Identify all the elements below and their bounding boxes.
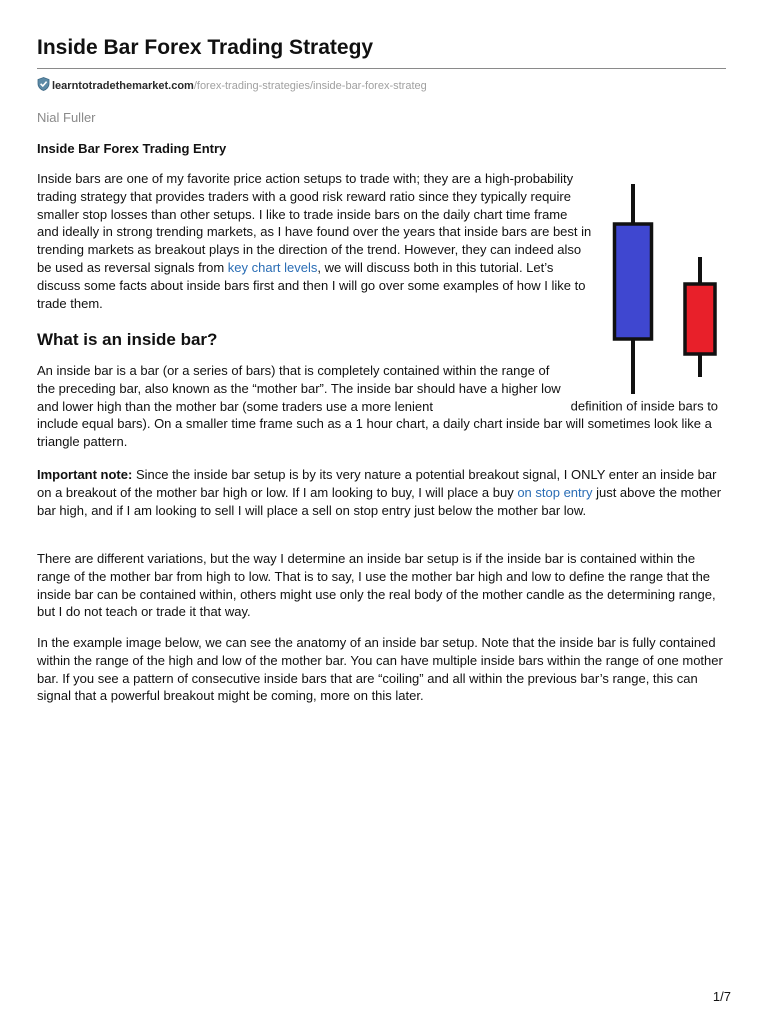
url-path[interactable]: /forex-trading-strategies/inside-bar-forex-strateg [193,80,427,92]
page-title: Inside Bar Forex Trading Strategy [37,36,374,59]
intro-text-2: , we will discuss both in this tutorial. Let’s discuss some facts about inside bars first and then I will go over some examples of how I like to trade them. [37,259,586,311]
source-url[interactable] [37,77,427,93]
mother-bar-body [615,224,652,339]
important-note-paragraph [37,466,727,519]
url-domain[interactable]: learntotradethemarket.com [52,80,194,92]
definition-text-2: definition of inside bars to include equal bars). On a smaller time frame such as a 1 hour chart, a daily chart inside bar will sometimes look like a triangle pattern. [37,398,719,450]
intro-paragraph [37,170,592,312]
author-name: Nial Fuller [37,110,96,125]
page-number: 1/7 [712,989,731,1004]
candlestick-illustration [600,180,730,405]
intro-text-1: Inside bars are one of my favorite price action setups to trade with; they are a high-probability trading strategy that provides traders with a good risk reward ratio since they typically require smaller stop losses than other setups. I like to trade inside bars on the daily chart time frame and ideally in strong trending markets, as I have found over the years that inside bars are best in trending markets as breakout plays in the direction of the trend. However, they can indeed also be used as reversal signals from [37,171,592,275]
variations-paragraph: There are different variations, but the way I determine an inside bar setup is if the inside bar is contained within the range of the mother bar from high to low. That is to say, I use the mother bar high and low to define the range that the inside bar can be contained within, others might use only the real body of the mother candle as the determining range, but I do not teach or trade it that way. [37,551,716,620]
example-paragraph: In the example image below, we can see the anatomy of an inside bar setup. Note that the inside bar is fully contained within the range of the high and low of the mother bar. You can have multiple inside bars within the range of one mother bar. If you see a pattern of consecutive inside bars that are “coiling” and all within the previous bar’s range, this can signal that a powerful breakout might be coming, more on this later. [37,635,723,704]
on-stop-entry-link[interactable]: on stop entry [517,484,593,500]
shield-icon [37,77,50,96]
important-note-label: Important note: [37,467,133,482]
section-subheading: Inside Bar Forex Trading Entry [37,141,227,156]
important-note-text-1: Since the inside bar setup is by its very nature a potential breakout signal, I ONLY enter an inside bar on a breakout of the mother bar high or low. If I am looking to buy, I will place a buy [37,467,717,500]
definition-text-1: An inside bar is a bar (or a series of bars) that is completely contained within the range of the preceding bar, also known as the “mother bar”. The inside bar should have a higher low and lower high than the mother bar (some traders use a more lenient [37,363,561,414]
important-note-text-2: just above the mother bar high, and if I am looking to sell I will place a sell on stop entry just below the mother bar low. [37,484,722,518]
section-heading: What is an inside bar? [37,330,218,349]
key-chart-levels-link[interactable]: key chart levels [227,259,318,275]
title-divider [37,68,726,69]
inside-bar-body [685,284,715,354]
